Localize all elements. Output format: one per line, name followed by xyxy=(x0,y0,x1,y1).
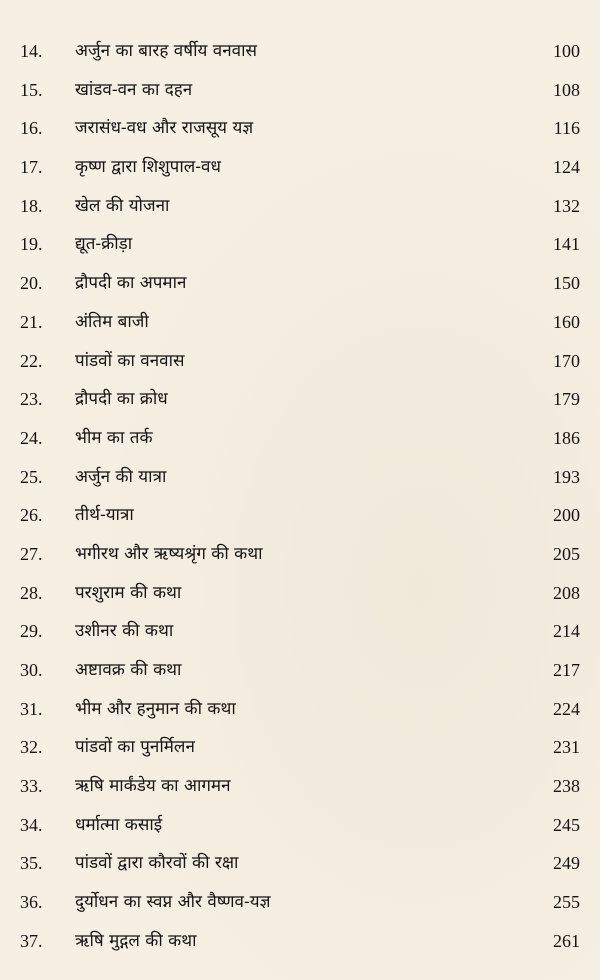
chapter-number: 22. xyxy=(20,350,43,371)
chapter-number: 29. xyxy=(20,621,43,642)
page-number: 141 xyxy=(553,234,580,255)
toc-entry xyxy=(0,651,600,690)
toc-entry xyxy=(0,148,600,187)
chapter-number: 14. xyxy=(20,41,43,61)
toc-entry xyxy=(0,535,600,574)
chapter-number: 33. xyxy=(20,776,43,797)
chapter-number: 37. xyxy=(20,930,43,951)
chapter-number: 15. xyxy=(20,79,43,100)
chapter-number: 19. xyxy=(20,234,43,255)
page-number: 249 xyxy=(553,853,580,874)
chapter-number: 30. xyxy=(20,660,43,680)
page-number: 150 xyxy=(553,273,580,294)
chapter-title: ऋषि मार्कंडेय का आगमन xyxy=(75,776,231,797)
chapter-title: अंतिम बाजी xyxy=(75,311,149,332)
toc-entry xyxy=(0,380,600,419)
toc-entry xyxy=(0,496,600,535)
chapter-number: 23. xyxy=(20,389,43,410)
chapter-title: तीर्थ-यात्रा xyxy=(75,505,134,526)
toc-entry xyxy=(0,109,600,148)
chapter-title: खेल की योजना xyxy=(75,195,170,216)
chapter-number: 32. xyxy=(20,737,43,758)
toc-entry xyxy=(0,690,600,729)
page-number: 160 xyxy=(553,311,580,332)
toc-entry xyxy=(0,922,600,961)
chapter-title: पांडवों का पुनर्मिलन xyxy=(75,737,195,758)
chapter-number: 28. xyxy=(20,582,43,603)
chapter-number: 20. xyxy=(20,273,43,294)
toc-entry xyxy=(0,342,600,381)
page-number: 205 xyxy=(553,543,580,564)
chapter-title: खांडव-वन का दहन xyxy=(75,79,193,100)
chapter-number: 16. xyxy=(20,118,43,139)
page-number: 186 xyxy=(553,427,580,448)
chapter-title: परशुराम की कथा xyxy=(75,582,182,603)
page-number: 179 xyxy=(553,389,580,410)
toc-entry xyxy=(0,419,600,458)
page-number: 245 xyxy=(553,814,580,835)
page-number: 170 xyxy=(553,350,580,371)
chapter-title: कृष्ण द्वारा शिशुपाल-वध xyxy=(75,157,221,178)
page-number: 208 xyxy=(553,582,580,603)
toc-entry xyxy=(0,612,600,651)
chapter-title: भीम और हनुमान की कथा xyxy=(75,698,236,719)
chapter-title: पांडवों का वनवास xyxy=(75,350,185,371)
chapter-number: 36. xyxy=(20,892,43,913)
page-number: 231 xyxy=(553,737,580,758)
chapter-title: द्यूत-क्रीड़ा xyxy=(75,234,133,255)
page-number: 132 xyxy=(553,195,580,216)
page-number: 108 xyxy=(553,79,580,100)
toc-entry xyxy=(0,187,600,226)
page-number: 261 xyxy=(553,930,580,951)
page-number: 100 xyxy=(553,41,580,61)
page-number: 124 xyxy=(553,157,580,178)
page-number: 238 xyxy=(553,776,580,797)
chapter-number: 26. xyxy=(20,505,43,526)
chapter-title: भीम का तर्क xyxy=(75,427,153,448)
toc-entry xyxy=(0,225,600,264)
chapter-title: अर्जुन का बारह वर्षीय वनवास xyxy=(75,41,257,61)
chapter-number: 18. xyxy=(20,195,43,216)
toc-entry xyxy=(0,844,600,883)
toc-entry xyxy=(0,883,600,922)
toc-entry xyxy=(0,574,600,613)
page-number: 255 xyxy=(553,892,580,913)
chapter-title: भगीरथ और ऋष्यश्रृंग की कथा xyxy=(75,543,263,564)
page-number: 193 xyxy=(553,466,580,487)
chapter-number: 35. xyxy=(20,853,43,874)
chapter-number: 34. xyxy=(20,814,43,835)
table-of-contents xyxy=(0,32,600,961)
page-number: 200 xyxy=(553,505,580,526)
chapter-title: जरासंध-वध और राजसूय यज्ञ xyxy=(75,118,254,139)
toc-entry xyxy=(0,767,600,806)
toc-entry xyxy=(0,728,600,767)
chapter-title: धर्मात्मा कसाई xyxy=(75,814,163,835)
toc-entry xyxy=(0,806,600,845)
toc-entry xyxy=(0,32,600,71)
toc-entry xyxy=(0,303,600,342)
chapter-title: ऋषि मुद्गल की कथा xyxy=(75,930,197,951)
chapter-title: उशीनर की कथा xyxy=(75,621,174,642)
page-number: 214 xyxy=(553,621,580,642)
page-number: 224 xyxy=(553,698,580,719)
chapter-number: 27. xyxy=(20,543,43,564)
page-number: 217 xyxy=(553,660,580,680)
chapter-title: पांडवों द्वारा कौरवों की रक्षा xyxy=(75,853,239,874)
chapter-number: 25. xyxy=(20,466,43,487)
chapter-title: द्रौपदी का क्रोध xyxy=(75,389,168,410)
chapter-title: द्रौपदी का अपमान xyxy=(75,273,187,294)
page-number: 116 xyxy=(553,118,580,139)
toc-entry xyxy=(0,264,600,303)
toc-entry xyxy=(0,458,600,497)
chapter-title: अर्जुन की यात्रा xyxy=(75,466,167,487)
chapter-number: 21. xyxy=(20,311,43,332)
chapter-number: 31. xyxy=(20,698,43,719)
chapter-number: 24. xyxy=(20,427,43,448)
toc-entry xyxy=(0,71,600,110)
chapter-number: 17. xyxy=(20,157,43,178)
chapter-title: दुर्योधन का स्वप्न और वैष्णव-यज्ञ xyxy=(75,892,271,913)
chapter-title: अष्टावक्र की कथा xyxy=(75,660,182,680)
